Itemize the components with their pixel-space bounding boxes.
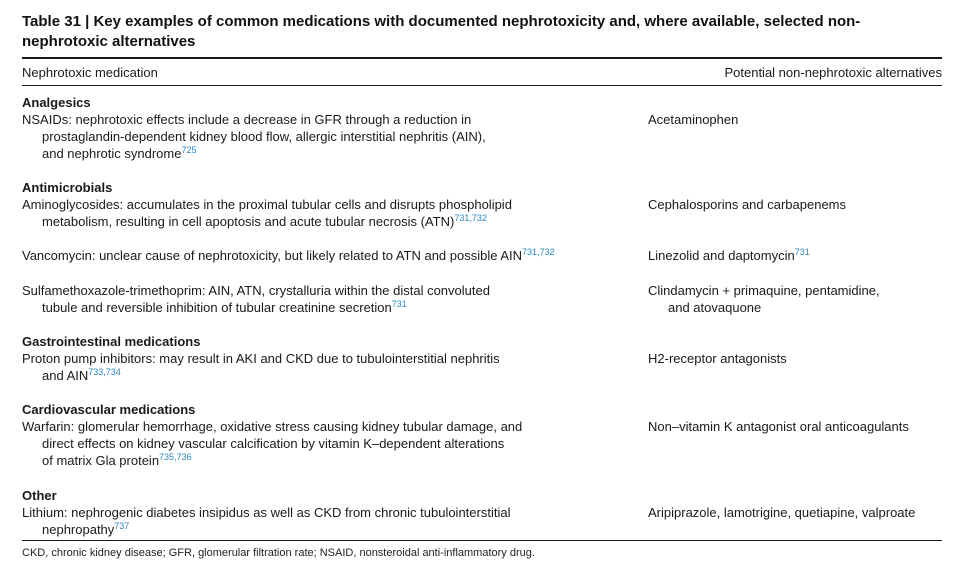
medication-cell xyxy=(22,196,607,230)
section-analgesics xyxy=(22,94,942,162)
reference-superscript[interactable]: 731 xyxy=(794,247,810,257)
table-title xyxy=(22,12,942,52)
alternative-cell xyxy=(648,247,948,264)
medication-cell xyxy=(22,504,607,538)
table-row xyxy=(22,196,942,230)
medication-cell xyxy=(22,111,607,162)
section-heading: Antimicrobials xyxy=(22,180,113,195)
header-rule xyxy=(22,85,942,86)
table-title-line-2: nephrotoxic alternatives xyxy=(22,33,196,50)
top-rule xyxy=(22,57,942,59)
alternative-line: H2-receptor antagonists xyxy=(648,351,787,366)
bottom-rule xyxy=(22,540,942,541)
alternative-line: Linezolid and daptomycin xyxy=(648,248,795,263)
table-row xyxy=(22,247,942,264)
medication-cell xyxy=(22,350,607,384)
reference-superscript[interactable]: 731,732 xyxy=(454,213,487,223)
section-antimicrobials xyxy=(22,179,942,230)
row-vancomycin xyxy=(22,247,942,264)
section-heading: Gastrointestinal medications xyxy=(22,334,201,349)
alternative-cell xyxy=(648,418,948,435)
section-other xyxy=(22,487,942,538)
alternative-line: Aripiprazole, lamotrigine, quetiapine, valproate xyxy=(648,505,916,520)
section-heading: Cardiovascular medications xyxy=(22,402,196,417)
alternative-cell xyxy=(648,196,948,213)
medication-line: Lithium: nephrogenic diabetes insipidus as well as CKD from chronic tubulointerstitial xyxy=(22,505,511,520)
medication-line: Vancomycin: unclear cause of nephrotoxicity, but likely related to ATN and possible AIN xyxy=(22,248,523,263)
medication-line: NSAIDs: nephrotoxic effects include a decrease in GFR through a reduction in xyxy=(22,112,472,127)
alternative-cell xyxy=(648,504,948,521)
medication-line: metabolism, resulting in cell apoptosis and acute tubular necrosis (ATN) xyxy=(42,214,455,229)
reference-superscript[interactable]: 725 xyxy=(181,145,197,155)
medication-cell xyxy=(22,282,607,316)
medication-line: direct effects on kidney vascular calcification by vitamin K–dependent alterations xyxy=(42,436,505,451)
table-row xyxy=(22,350,942,384)
medication-line: of matrix Gla protein xyxy=(42,453,160,468)
medication-line: prostaglandin-dependent kidney blood flow, allergic interstitial nephritis (AIN), xyxy=(42,129,486,144)
medication-line: and nephrotic syndrome xyxy=(42,146,182,161)
alternative-line: Clindamycin + primaquine, pentamidine, xyxy=(648,283,880,298)
alternative-cell xyxy=(648,111,948,128)
row-sulfamethoxazole xyxy=(22,282,942,316)
reference-superscript[interactable]: 733,734 xyxy=(88,367,121,377)
reference-superscript[interactable]: 731 xyxy=(391,299,407,309)
alternative-line: and atovaquone xyxy=(668,300,762,315)
section-cardiovascular xyxy=(22,401,942,469)
alternative-line: Non–vitamin K antagonist oral anticoagulants xyxy=(648,419,909,434)
medication-cell xyxy=(22,247,607,264)
reference-superscript[interactable]: 735,736 xyxy=(159,452,192,462)
section-gastrointestinal xyxy=(22,333,942,384)
medication-line: Sulfamethoxazole-trimethoprim: AIN, ATN, crystalluria within the distal convoluted xyxy=(22,283,490,298)
medication-line: Warfarin: glomerular hemorrhage, oxidative stress causing kidney tubular damage, and xyxy=(22,419,523,434)
medication-line: and AIN xyxy=(42,368,89,383)
medication-line: Proton pump inhibitors: may result in AKI and CKD due to tubulointerstitial nephritis xyxy=(22,351,500,366)
table-row xyxy=(22,418,942,469)
table-row xyxy=(22,282,942,316)
alternative-line: Acetaminophen xyxy=(648,112,739,127)
medication-line: Aminoglycosides: accumulates in the proximal tubular cells and disrupts phospholipid xyxy=(22,197,512,212)
table-row xyxy=(22,111,942,162)
alternative-cell xyxy=(648,350,948,367)
section-heading: Other xyxy=(22,488,57,503)
reference-superscript[interactable]: 737 xyxy=(114,521,130,531)
reference-superscript[interactable]: 731,732 xyxy=(522,247,555,257)
column-header-alternatives: Potential non-nephrotoxic alternatives xyxy=(724,65,942,80)
column-header-medication: Nephrotoxic medication xyxy=(22,65,158,80)
medication-cell xyxy=(22,418,607,469)
table-footnote: CKD, chronic kidney disease; GFR, glomerular filtration rate; NSAID, nonsteroidal anti-inflammatory drug. xyxy=(22,547,535,559)
table-row xyxy=(22,504,942,538)
alternative-line: Cephalosporins and carbapenems xyxy=(648,197,847,212)
table-title-line-1: Table 31 | Key examples of common medications with documented nephrotoxicity and, where available, selected non- xyxy=(22,13,861,30)
section-heading: Analgesics xyxy=(22,95,91,110)
medication-line: tubule and reversible inhibition of tubular creatinine secretion xyxy=(42,300,392,315)
alternative-cell xyxy=(648,282,948,316)
medication-line: nephropathy xyxy=(42,522,115,537)
